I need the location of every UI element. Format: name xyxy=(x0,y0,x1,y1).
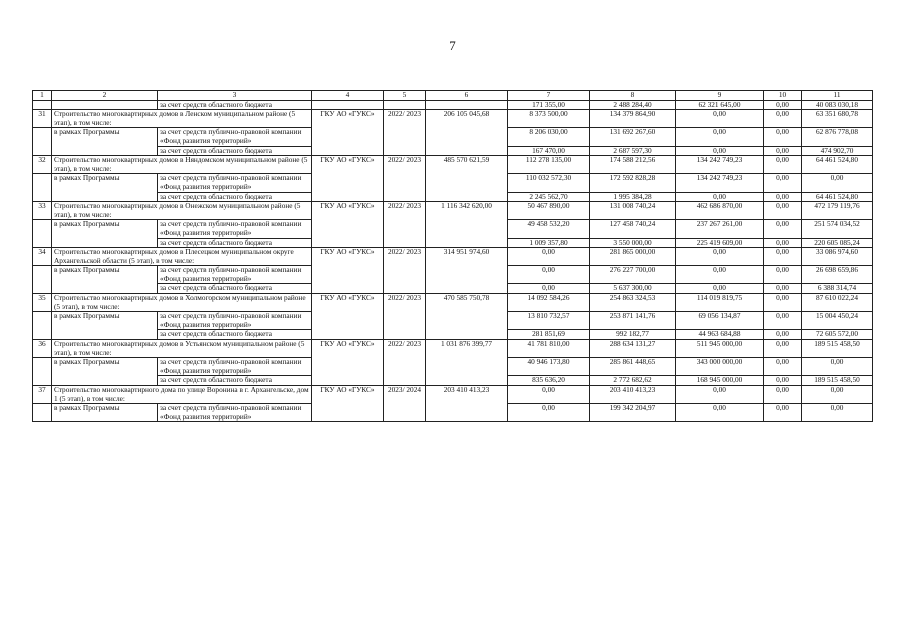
budget-table xyxy=(32,90,873,422)
total-cost-cell: 1 031 876 399,77 xyxy=(426,340,508,386)
years-cell: 2022/ 2023 xyxy=(384,202,426,248)
value-cell: 225 419 609,00 xyxy=(676,238,764,248)
col-header: 8 xyxy=(590,91,676,101)
value-cell: 168 945 000,00 xyxy=(676,376,764,386)
source-label: за счет средств публично-правовой компании «Фонд развития территорий» xyxy=(158,174,312,192)
program-label: в рамках Программы xyxy=(52,358,158,386)
value-cell: 2 488 284,40 xyxy=(590,100,676,110)
value-cell: 0,00 xyxy=(764,192,802,202)
value-cell: 127 458 740,24 xyxy=(590,220,676,238)
value-cell: 114 019 819,75 xyxy=(676,294,764,312)
value-cell: 0,00 xyxy=(802,404,873,422)
value-cell: 64 461 524,80 xyxy=(802,156,873,174)
value-cell: 343 000 000,00 xyxy=(676,358,764,376)
project-title: Строительство многоквартирных домов в Плесецком муниципальном округе Архангельской области (5 этап), в том числе: xyxy=(52,248,312,266)
blank-cell xyxy=(33,174,52,202)
value-cell: 0,00 xyxy=(676,110,764,128)
value-cell: 6 388 314,74 xyxy=(802,284,873,294)
lead-row xyxy=(33,100,873,110)
value-cell: 0,00 xyxy=(764,202,802,220)
row-number: 33 xyxy=(33,202,52,220)
value-cell: 0,00 xyxy=(508,386,590,404)
total-cost-cell: 470 585 750,78 xyxy=(426,294,508,340)
value-cell: 134 242 749,23 xyxy=(676,174,764,192)
value-cell: 131 008 740,24 xyxy=(590,202,676,220)
value-cell: 0,00 xyxy=(764,100,802,110)
value-cell: 131 692 267,60 xyxy=(590,128,676,146)
value-cell: 0,00 xyxy=(508,284,590,294)
project-title: Строительство многоквартирных домов в Холмогорском муниципальном районе (5 этап), в том числе: xyxy=(52,294,312,312)
value-cell: 64 461 524,80 xyxy=(802,192,873,202)
value-cell: 171 355,00 xyxy=(508,100,590,110)
value-cell: 15 004 450,24 xyxy=(802,312,873,330)
row-number: 31 xyxy=(33,110,52,128)
value-cell: 0,00 xyxy=(764,340,802,358)
value-cell: 41 781 810,00 xyxy=(508,340,590,358)
years-cell: 2022/ 2023 xyxy=(384,294,426,340)
row-number: 32 xyxy=(33,156,52,174)
value-cell: 281 851,69 xyxy=(508,330,590,340)
value-cell: 0,00 xyxy=(764,220,802,238)
value-cell: 1 009 357,80 xyxy=(508,238,590,248)
years-cell: 2022/ 2023 xyxy=(384,110,426,156)
value-cell: 220 605 085,24 xyxy=(802,238,873,248)
project-row xyxy=(33,156,873,174)
project-row xyxy=(33,202,873,220)
value-cell: 285 861 448,65 xyxy=(590,358,676,376)
years-cell: 2023/ 2024 xyxy=(384,386,426,422)
source-label: за счет средств областного бюджета xyxy=(158,284,312,294)
header-row xyxy=(33,91,873,101)
value-cell: 0,00 xyxy=(508,266,590,284)
program-label: в рамках Программы xyxy=(52,266,158,294)
col-header: 9 xyxy=(676,91,764,101)
program-label: в рамках Программы xyxy=(52,404,158,422)
agency-cell: ГКУ АО «ГУКС» xyxy=(312,294,384,340)
value-cell: 0,00 xyxy=(676,284,764,294)
col-header: 7 xyxy=(508,91,590,101)
value-cell: 0,00 xyxy=(676,404,764,422)
project-title: Строительство многоквартирных домов в Ленском муниципальном районе (5 этап), в том числе: xyxy=(52,110,312,128)
value-cell: 5 637 300,00 xyxy=(590,284,676,294)
value-cell: 0,00 xyxy=(764,156,802,174)
blank-cell xyxy=(33,312,52,340)
source-label: за счет средств областного бюджета xyxy=(158,100,312,110)
value-cell: 2 687 597,30 xyxy=(590,146,676,156)
value-cell: 0,00 xyxy=(508,404,590,422)
source-label: за счет средств областного бюджета xyxy=(158,330,312,340)
value-cell: 174 588 212,56 xyxy=(590,156,676,174)
value-cell: 14 092 584,26 xyxy=(508,294,590,312)
value-cell: 0,00 xyxy=(764,110,802,128)
blank-cell xyxy=(33,220,52,248)
source-label: за счет средств публично-правовой компании «Фонд развития территорий» xyxy=(158,128,312,146)
agency-cell: ГКУ АО «ГУКС» xyxy=(312,110,384,156)
value-cell: 189 515 458,50 xyxy=(802,340,873,358)
value-cell: 44 963 684,88 xyxy=(676,330,764,340)
value-cell: 253 871 141,76 xyxy=(590,312,676,330)
value-cell: 0,00 xyxy=(764,174,802,192)
value-cell: 0,00 xyxy=(764,248,802,266)
years-cell: 2022/ 2023 xyxy=(384,248,426,294)
row-number: 36 xyxy=(33,340,52,358)
source-label: за счет средств областного бюджета xyxy=(158,192,312,202)
value-cell: 63 351 680,78 xyxy=(802,110,873,128)
value-cell: 2 772 682,62 xyxy=(590,376,676,386)
project-row xyxy=(33,110,873,128)
value-cell: 134 379 864,90 xyxy=(590,110,676,128)
source-label: за счет средств областного бюджета xyxy=(158,376,312,386)
value-cell: 0,00 xyxy=(676,248,764,266)
col-header: 1 xyxy=(33,91,52,101)
total-cost-cell: 203 410 413,23 xyxy=(426,386,508,422)
col-header: 4 xyxy=(312,91,384,101)
value-cell: 62 321 645,00 xyxy=(676,100,764,110)
value-cell: 288 634 131,27 xyxy=(590,340,676,358)
col-header: 5 xyxy=(384,91,426,101)
agency-cell: ГКУ АО «ГУКС» xyxy=(312,386,384,422)
value-cell: 72 605 572,00 xyxy=(802,330,873,340)
value-cell: 110 032 572,30 xyxy=(508,174,590,192)
agency-cell: ГКУ АО «ГУКС» xyxy=(312,202,384,248)
value-cell: 992 182,77 xyxy=(590,330,676,340)
source-label: за счет средств публично-правовой компании «Фонд развития территорий» xyxy=(158,404,312,422)
program-label: в рамках Программы xyxy=(52,220,158,248)
value-cell: 0,00 xyxy=(764,312,802,330)
value-cell: 0,00 xyxy=(764,146,802,156)
blank-cell xyxy=(33,404,52,422)
project-row xyxy=(33,294,873,312)
value-cell: 0,00 xyxy=(764,266,802,284)
project-row xyxy=(33,386,873,404)
value-cell: 251 574 034,52 xyxy=(802,220,873,238)
value-cell: 254 863 324,53 xyxy=(590,294,676,312)
value-cell: 26 698 659,86 xyxy=(802,266,873,284)
total-cost-cell: 206 105 045,68 xyxy=(426,110,508,156)
source-label: за счет средств публично-правовой компании «Фонд развития территорий» xyxy=(158,312,312,330)
value-cell: 0,00 xyxy=(764,376,802,386)
project-row xyxy=(33,340,873,358)
agency-cell: ГКУ АО «ГУКС» xyxy=(312,156,384,202)
value-cell: 40 083 030,18 xyxy=(802,100,873,110)
value-cell: 0,00 xyxy=(764,358,802,376)
source-label: за счет средств областного бюджета xyxy=(158,146,312,156)
value-cell: 0,00 xyxy=(764,238,802,248)
value-cell: 62 876 778,08 xyxy=(802,128,873,146)
value-cell: 0,00 xyxy=(764,128,802,146)
project-title: Строительство многоквартирных домов в Няндомском муниципальном районе (5 этап), в том числе: xyxy=(52,156,312,174)
value-cell: 13 810 732,57 xyxy=(508,312,590,330)
value-cell: 3 550 000,00 xyxy=(590,238,676,248)
value-cell: 203 410 413,23 xyxy=(590,386,676,404)
blank-cell xyxy=(33,128,52,156)
value-cell: 1 995 384,28 xyxy=(590,192,676,202)
value-cell: 33 086 974,60 xyxy=(802,248,873,266)
col-header: 2 xyxy=(52,91,158,101)
value-cell: 0,00 xyxy=(676,192,764,202)
blank-cell xyxy=(33,358,52,386)
value-cell: 474 902,70 xyxy=(802,146,873,156)
value-cell: 835 636,20 xyxy=(508,376,590,386)
value-cell: 69 056 134,87 xyxy=(676,312,764,330)
col-header: 11 xyxy=(802,91,873,101)
agency-cell: ГКУ АО «ГУКС» xyxy=(312,248,384,294)
agency-cell: ГКУ АО «ГУКС» xyxy=(312,340,384,386)
row-number: 35 xyxy=(33,294,52,312)
blank-cell xyxy=(33,266,52,294)
value-cell: 0,00 xyxy=(764,330,802,340)
value-cell: 8 373 500,00 xyxy=(508,110,590,128)
value-cell: 0,00 xyxy=(764,386,802,404)
value-cell: 0,00 xyxy=(802,386,873,404)
value-cell: 0,00 xyxy=(676,128,764,146)
row-number: 37 xyxy=(33,386,52,404)
col-header: 10 xyxy=(764,91,802,101)
value-cell: 0,00 xyxy=(508,248,590,266)
source-label: за счет средств публично-правовой компании «Фонд развития территорий» xyxy=(158,266,312,284)
value-cell: 0,00 xyxy=(676,386,764,404)
source-label: за счет средств публично-правовой компании «Фонд развития территорий» xyxy=(158,220,312,238)
value-cell: 511 945 000,00 xyxy=(676,340,764,358)
years-cell: 2022/ 2023 xyxy=(384,156,426,202)
project-title: Строительство многоквартирного дома по улице Воронина в г. Архангельске, дом 1 (5 этап), в том числе: xyxy=(52,386,312,404)
program-label: в рамках Программы xyxy=(52,128,158,156)
program-label: в рамках Программы xyxy=(52,174,158,202)
value-cell: 0,00 xyxy=(676,266,764,284)
project-title: Строительство многоквартирных домов в Устьянском муниципальном районе (5 этап), в том числе: xyxy=(52,340,312,358)
value-cell: 0,00 xyxy=(802,174,873,192)
total-cost-cell: 314 951 974,60 xyxy=(426,248,508,294)
row-number: 34 xyxy=(33,248,52,266)
value-cell: 276 227 700,00 xyxy=(590,266,676,284)
page-number: 7 xyxy=(449,38,456,53)
value-cell: 189 515 458,50 xyxy=(802,376,873,386)
value-cell: 87 610 022,24 xyxy=(802,294,873,312)
value-cell: 49 458 532,20 xyxy=(508,220,590,238)
total-cost-cell: 485 570 621,59 xyxy=(426,156,508,202)
value-cell: 172 592 828,28 xyxy=(590,174,676,192)
col-header: 3 xyxy=(158,91,312,101)
value-cell: 0,00 xyxy=(764,284,802,294)
source-label: за счет средств публично-правовой компании «Фонд развития территорий» xyxy=(158,358,312,376)
value-cell: 8 206 030,00 xyxy=(508,128,590,146)
value-cell: 281 865 000,00 xyxy=(590,248,676,266)
value-cell: 199 342 204,97 xyxy=(590,404,676,422)
col-header: 6 xyxy=(426,91,508,101)
value-cell: 50 467 890,00 xyxy=(508,202,590,220)
value-cell: 2 245 562,70 xyxy=(508,192,590,202)
value-cell: 462 686 870,00 xyxy=(676,202,764,220)
value-cell: 0,00 xyxy=(676,146,764,156)
value-cell: 237 267 261,00 xyxy=(676,220,764,238)
value-cell: 472 179 119,76 xyxy=(802,202,873,220)
value-cell: 0,00 xyxy=(764,294,802,312)
value-cell: 167 470,00 xyxy=(508,146,590,156)
program-label: в рамках Программы xyxy=(52,312,158,340)
project-row xyxy=(33,248,873,266)
project-title: Строительство многоквартирных домов в Онежском муниципальном районе (5 этап), в том числе: xyxy=(52,202,312,220)
total-cost-cell: 1 116 342 620,00 xyxy=(426,202,508,248)
value-cell: 40 946 173,80 xyxy=(508,358,590,376)
value-cell: 0,00 xyxy=(764,404,802,422)
value-cell: 0,00 xyxy=(802,358,873,376)
value-cell: 112 278 135,00 xyxy=(508,156,590,174)
years-cell: 2022/ 2023 xyxy=(384,340,426,386)
value-cell: 134 242 749,23 xyxy=(676,156,764,174)
source-label: за счет средств областного бюджета xyxy=(158,238,312,248)
